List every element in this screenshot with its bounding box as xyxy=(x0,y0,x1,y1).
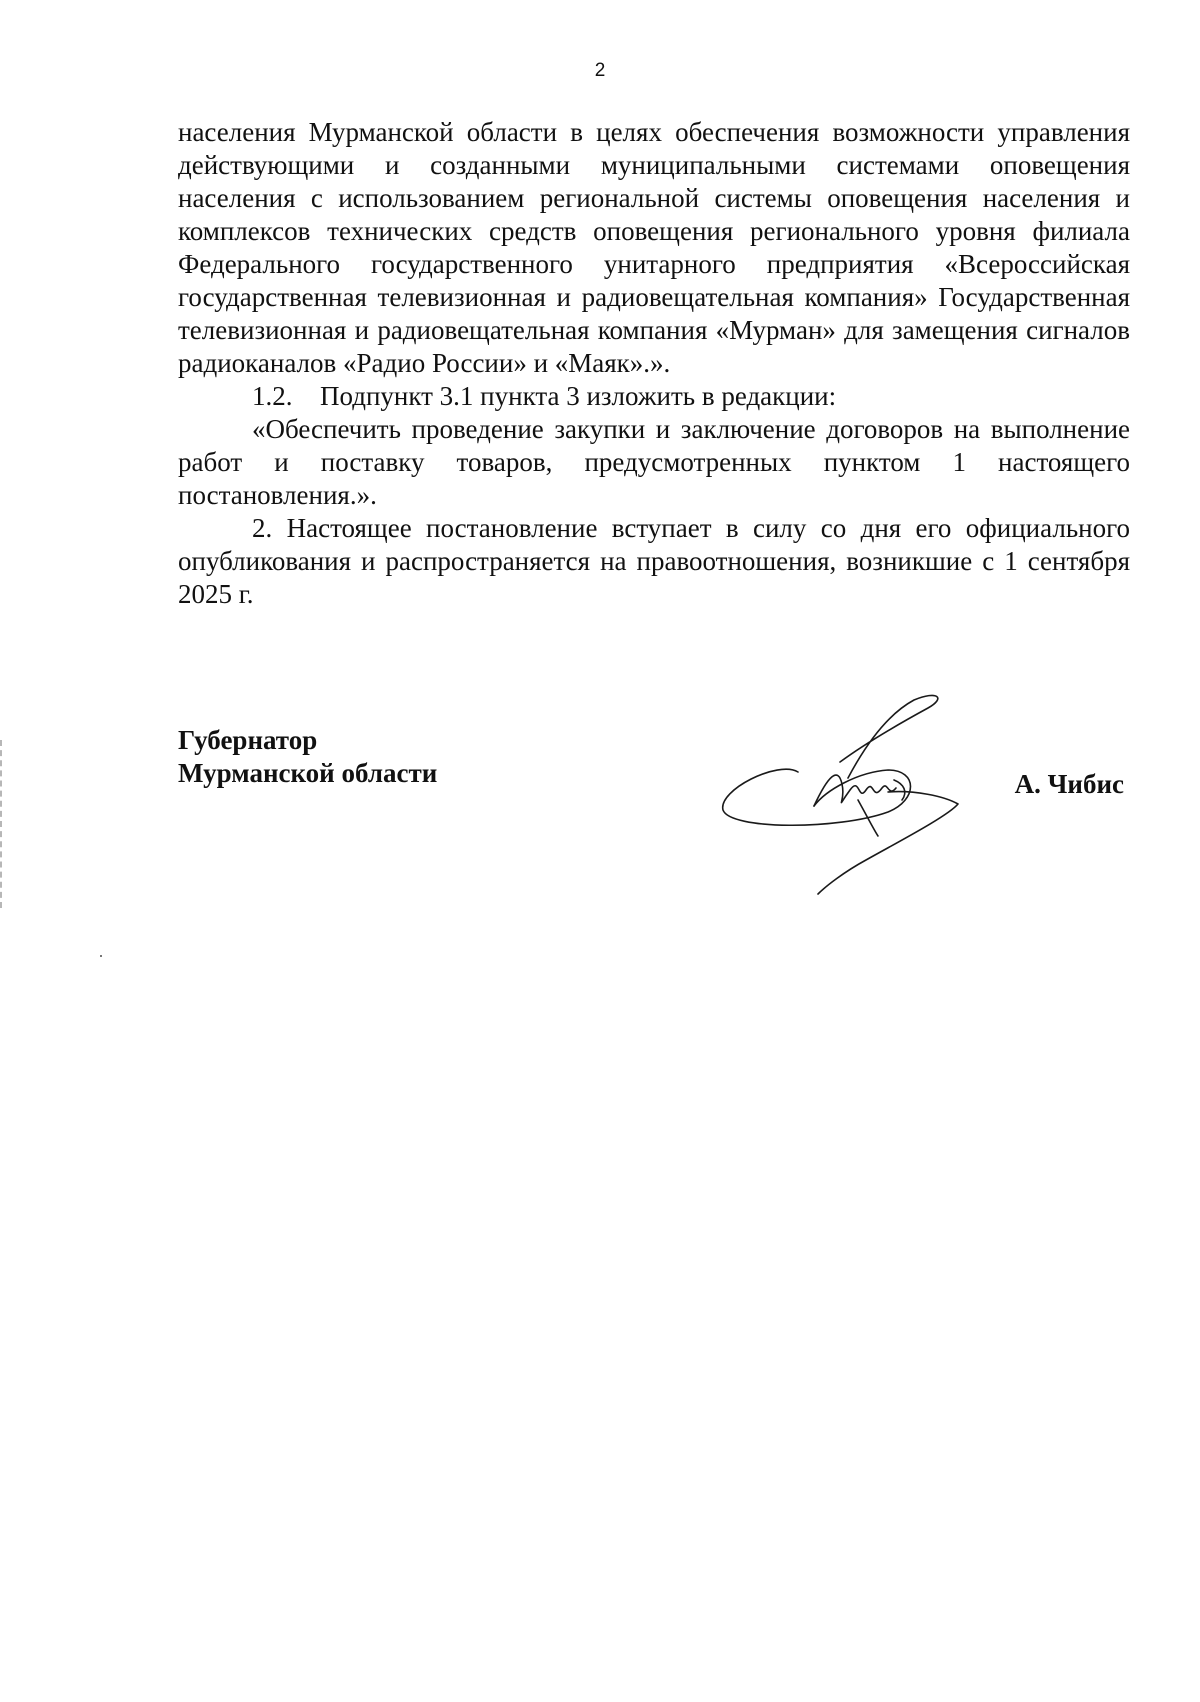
scan-speck xyxy=(100,955,102,957)
subclause-number: 1.2. xyxy=(252,381,293,411)
signatory-name: А. Чибис xyxy=(1014,769,1124,799)
paragraph-quoted-text: «Обеспечить проведение закупки и заключение договоров на выполнение работ и поставку товаров, предусмотренных пунктом 1 настоящего постановления.». xyxy=(178,414,1130,510)
handwritten-signature xyxy=(718,680,968,900)
paragraph-continuation: населения Мурманской области в целях обеспечения возможности управления действующими и созданными муниципальными системами оповещения населения с использованием региональной системы оповещения населения и комплексов технических средств оповещения регионального уровня филиала Федерального государственного унитарного предприятия «Всероссийская государственная телевизионная и радиовещательная компания» Государственная телевизионная и радиовещательная компания «Мурман» для замещения сигналов радиоканалов «Радио России» и «Маяк».». xyxy=(178,117,1130,378)
document-body xyxy=(178,116,1130,611)
paragraph-subclause-1-2 xyxy=(178,380,1130,413)
page-number: 2 xyxy=(594,60,606,81)
signatory-title: Губернатор xyxy=(178,725,318,755)
signatory-position xyxy=(178,724,437,790)
subclause-text: Подпункт 3.1 пункта 3 изложить в редакции: xyxy=(320,381,837,411)
paragraph-clause-2: 2. Настоящее постановление вступает в силу со дня его официального опубликования и распространяется на правоотношения, возникшие с 1 сентября 2025 г. xyxy=(178,513,1130,609)
signatory-region: Мурманской области xyxy=(178,758,438,788)
scan-edge-mark xyxy=(0,740,5,908)
